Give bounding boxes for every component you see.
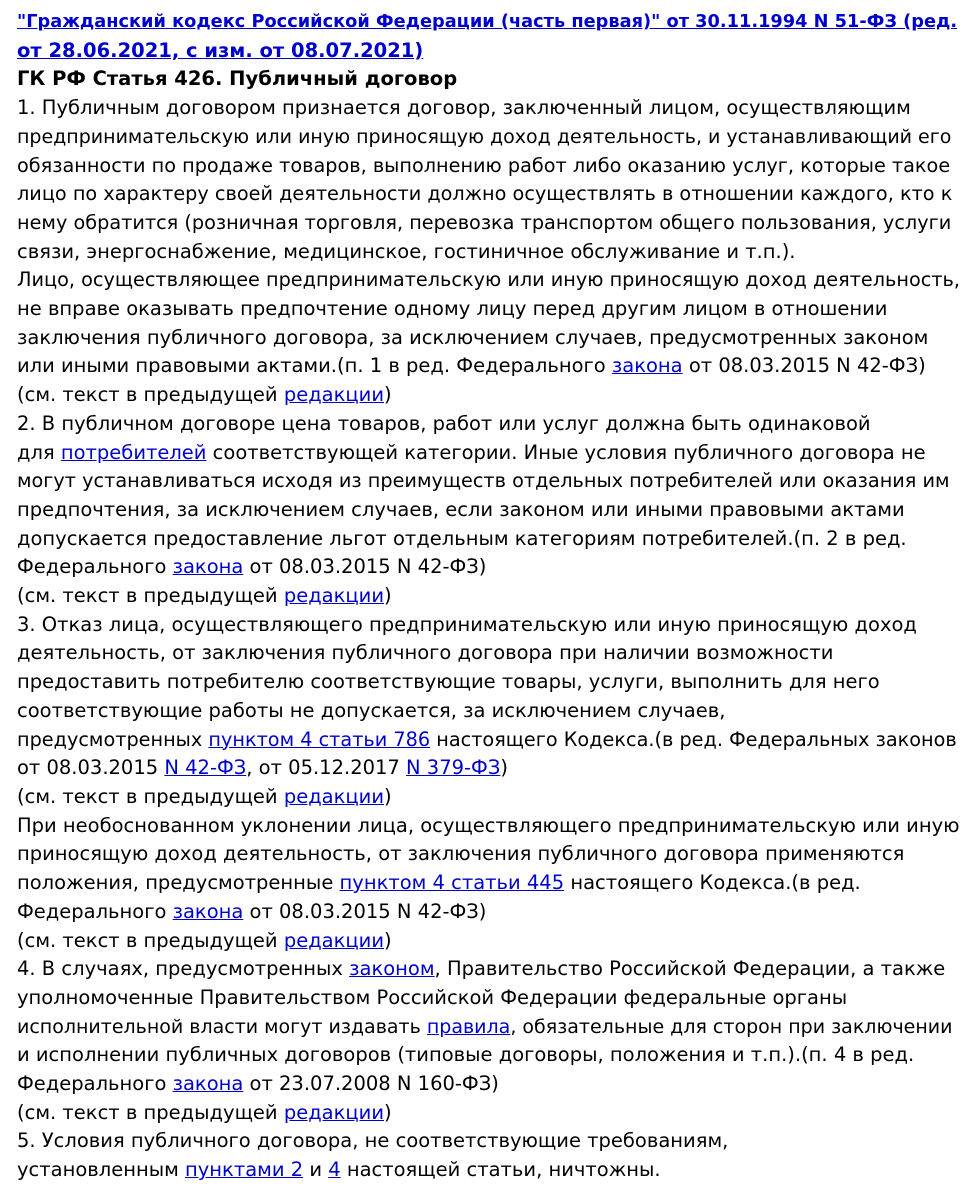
text-fragment: ) [384,928,392,952]
source-title [17,8,961,37]
text-line [17,898,961,927]
edition-link[interactable]: редакции [283,383,385,407]
item-2-link[interactable]: пунктами 2 [185,1158,304,1182]
text-fragment: Федерального [17,1072,173,1096]
text-fragment: ) [384,584,392,608]
edition-link[interactable]: редакции [283,928,385,952]
text-fragment: ) [384,1100,392,1124]
text-line [17,553,961,582]
text-line: приносящую доход деятельность, от заключения публичного договора применяются [17,842,905,866]
text-fragment: (см. текст в предыдущей [17,784,284,808]
text-line: допускается предоставление льгот отдельным категориям потребителей.(п. 2 в ред. [17,526,907,550]
text-line: 1. Публичным договором признается договор, заключенный лицом, осуществляющим [17,96,911,120]
text-line: 2. В публичном договоре цена товаров, работ или услуг должна быть одинаковой [17,411,871,435]
text-fragment: для [17,440,61,464]
law-link[interactable]: законом [349,957,435,981]
rules-link[interactable]: правила [426,1015,511,1038]
text-fragment: (см. текст в предыдущей [17,1100,284,1124]
prev-edition-line [17,582,961,611]
text-line: связи, энергоснабжение, медицинское, гостиничное обслуживание и т.п.). [17,239,796,263]
edition-link[interactable]: редакции [283,784,385,808]
law-42-fz-link[interactable]: N 42-ФЗ [164,756,247,780]
text-fragment: (см. текст в предыдущей [17,383,284,407]
text-fragment: соответствующей категории. Иные условия публичного договора не [206,440,926,464]
prev-edition-line [17,783,961,812]
text-fragment: настоящего Кодекса.(в ред. [564,871,861,895]
text-fragment: ) [384,383,392,407]
article-title: ГК РФ Статья 426. Публичный договор [17,67,458,91]
item-4-link[interactable]: 4 [328,1158,341,1182]
text-fragment: от 08.03.2015 N 42-ФЗ) [243,899,487,923]
text-line [17,352,961,381]
edition-link[interactable]: редакции [283,584,385,608]
article-786-link[interactable]: пунктом 4 статьи 786 [208,727,431,751]
text-line [17,1070,961,1099]
text-line: 3. Отказ лица, осуществляющего предпринимательскую или иную приносящую доход [17,612,917,636]
text-fragment: исполнительной власти могут издавать [17,1015,427,1038]
consumers-link[interactable]: потребителей [60,440,207,464]
law-link[interactable]: закона [172,899,244,923]
text-fragment: положения, предусмотренные [17,871,340,895]
text-line [17,955,961,984]
edition-link[interactable]: редакции [283,1100,385,1124]
text-fragment: , Правительство Российской Федерации, а также [434,957,946,981]
text-line: Лицо, осуществляющее предпринимательскую или иную приносящую доход деятельность, [17,268,961,292]
text-line [17,754,961,783]
text-fragment: настоящей статьи, ничтожны. [340,1158,661,1182]
text-line: не вправе оказывать предпочтение одному лицу перед другим лицом в отношении [17,297,888,321]
text-line [17,726,961,755]
text-line [17,439,961,468]
text-line [17,869,961,898]
source-title-line-2 [17,37,961,66]
text-line: и исполнении публичных договоров (типовые договоры, положения и т.п.).(п. 4 в ред. [17,1043,915,1067]
text-fragment: , обязательные для сторон при заключении [510,1015,953,1038]
article-445-link[interactable]: пунктом 4 статьи 445 [339,871,565,895]
text-fragment: от 08.03.2015 N 42-ФЗ) [682,354,926,378]
text-line: обязанности по продаже товаров, выполнению работ либо оказанию услуг, которые такое [17,153,951,177]
text-fragment: настоящего Кодекса.(в ред. Федеральных законов [430,727,957,751]
text-line [17,1156,961,1185]
text-fragment: предусмотренных [17,727,209,751]
text-fragment: (см. текст в предыдущей [17,928,284,952]
text-fragment: от 08.03.2015 [17,756,165,780]
prev-edition-line [17,927,961,956]
text-line: При необоснованном уклонении лица, осуществляющего предпринимательскую или иную [17,813,960,837]
text-fragment: и [303,1158,329,1182]
text-line: предпочтения, за исключением случаев, если законом или иными правовыми актами [17,497,905,521]
text-fragment: от 08.03.2015 N 42-ФЗ) [243,555,487,579]
text-fragment: ) [384,784,392,808]
text-line: уполномоченные Правительством Российской Федерации федеральные органы [17,985,848,1009]
law-link[interactable]: закона [172,1072,244,1096]
text-line: заключения публичного договора, за исключением случаев, предусмотренных законом [17,325,929,349]
text-fragment: , от 05.12.2017 [246,756,407,780]
text-fragment: Федерального [17,899,173,923]
text-line: 5. Условия публичного договора, не соответствующие требованиям, [17,1129,729,1153]
text-fragment: ) [500,756,508,780]
prev-edition-line [17,381,961,410]
text-fragment: или иными правовыми актами.(п. 1 в ред. Федерального [17,354,612,378]
text-line: лицо по характеру своей деятельности должно осуществлять в отношении каждого, кто к [17,182,953,206]
text-line: предоставить потребителю соответствующие товары, услуги, выполнить для него [17,670,880,694]
prev-edition-line [17,1099,961,1128]
text-line: предпринимательскую или иную приносящую доход деятельность, и устанавливающий его [17,125,952,148]
text-line: соответствующие работы не допускается, за исключением случаев, [17,698,726,722]
source-link-line-2[interactable]: от 28.06.2021, с изм. от 08.07.2021) [17,38,424,62]
text-fragment: Федерального [17,555,173,579]
law-379-fz-link[interactable]: N 379-ФЗ [406,756,501,780]
law-link[interactable]: закона [611,354,683,378]
text-fragment: (см. текст в предыдущей [17,584,284,608]
text-fragment: установленным [17,1158,186,1182]
text-fragment: 4. В случаях, предусмотренных [17,957,350,981]
document [17,8,961,1185]
text-line: деятельность, от заключения публичного договора при наличии возможности [17,641,834,665]
source-link-line-1[interactable]: "Гражданский кодекс Российской Федерации (часть первая)" от 30.11.1994 N 51-ФЗ (ред. [17,12,958,32]
text-line: могут устанавливаться исходя из преимуществ отдельных потребителей или оказания им [17,469,950,493]
text-line [17,1013,961,1042]
text-line: нему обратится (розничная торговля, перевозка транспортом общего пользования, услуги [17,210,952,234]
law-link[interactable]: закона [172,555,244,579]
text-fragment: от 23.07.2008 N 160-ФЗ) [243,1072,499,1096]
